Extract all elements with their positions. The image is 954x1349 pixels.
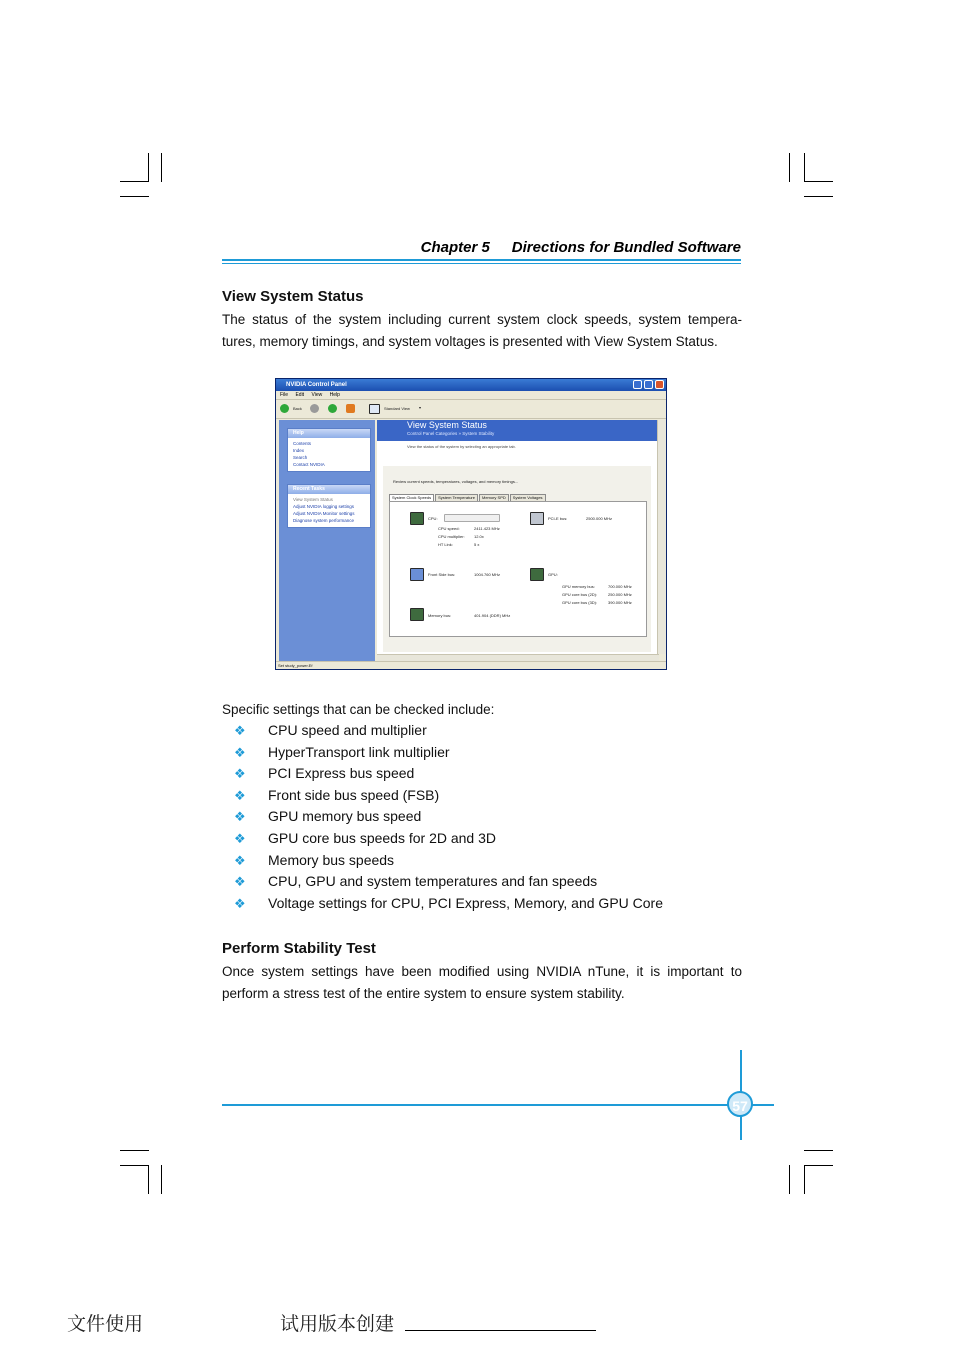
list-item: ❖ PCI Express bus speed	[234, 763, 663, 785]
crop-mark	[120, 181, 149, 182]
tab-temperature[interactable]: System Temperature	[435, 494, 478, 501]
task-link[interactable]: Adjust NVIDIA Monitor settings	[293, 511, 355, 516]
nvidia-control-panel-screenshot	[275, 378, 667, 670]
memory-bus-label: Memory bus:	[428, 613, 452, 618]
settings-list	[234, 720, 663, 914]
bullet-icon: ❖	[234, 895, 246, 911]
ht-link-label: HT Link:	[438, 542, 453, 547]
cpu-label: CPU:	[428, 516, 438, 521]
list-item: ❖ CPU, GPU and system temperatures and fan speeds	[234, 871, 663, 893]
up-icon[interactable]	[328, 404, 337, 413]
close-icon[interactable]	[655, 380, 664, 389]
help-link-contents[interactable]: Contents	[293, 441, 312, 446]
review-text: Review current speeds, temperatures, voltages, and memory timings...	[393, 479, 519, 484]
menu-edit[interactable]: Edit	[295, 392, 305, 398]
window-titlebar	[276, 379, 666, 391]
page-banner	[377, 420, 659, 441]
bullet-icon: ❖	[234, 723, 246, 738]
gpu-mem-value: 700.000 MHz	[608, 584, 632, 589]
window-title: NVIDIA Control Panel	[286, 382, 347, 388]
page-number: 57	[727, 1091, 753, 1117]
tab-memory-spd[interactable]: Memory SPD	[479, 494, 509, 501]
page-description: View the status of the system by selecting an appropriate tab.	[407, 444, 516, 449]
bullet-icon: ❖	[234, 852, 246, 868]
crop-mark	[789, 153, 790, 182]
gpu-2d-label: GPU core bus (2D):	[562, 592, 598, 597]
tasks-panel	[287, 484, 371, 528]
home-icon[interactable]	[346, 404, 355, 413]
bullet-icon: ❖	[234, 766, 246, 782]
cpu-mult-label: CPU multiplier:	[438, 534, 465, 539]
list-item: ❖ CPU speed and multiplier	[234, 720, 663, 742]
cpu-speed-label: CPU speed:	[438, 526, 460, 531]
list-item: ❖ Front side bus speed (FSB)	[234, 785, 663, 807]
footer-underline	[405, 1330, 596, 1331]
back-button[interactable]: Back	[293, 406, 302, 411]
header-rule	[222, 263, 741, 264]
list-item: ❖ Voltage settings for CPU, PCI Express, Memory, and GPU Core	[234, 893, 663, 915]
task-link[interactable]: Diagnose system performance	[293, 518, 355, 523]
footer-rule	[222, 1104, 774, 1106]
cpu-icon	[410, 512, 424, 525]
crop-mark	[148, 1165, 149, 1194]
breadcrumb: Control Panel Categories » System Stability	[407, 431, 495, 436]
minimize-icon[interactable]	[633, 380, 642, 389]
bullet-icon: ❖	[234, 809, 246, 825]
tab-voltages[interactable]: System Voltages	[510, 494, 546, 501]
help-link-contact[interactable]: Contact NVIDIA	[293, 462, 325, 467]
memory-icon	[410, 608, 424, 621]
section-body: Once system settings have been modified using NVIDIA nTune, it is important to perform a stress test of the entire system to ensure system stability.	[222, 964, 742, 1001]
chapter-title: Directions for Bundled Software	[511, 239, 741, 256]
gpu-2d-value: 250.000 MHz	[608, 592, 632, 597]
view-mode-select[interactable]: Standard View	[384, 406, 410, 411]
crop-mark	[804, 181, 833, 182]
crop-mark	[161, 1165, 162, 1194]
crop-mark	[148, 153, 149, 182]
bullet-icon: ❖	[234, 744, 246, 760]
tab-bar	[389, 494, 547, 501]
header-rule	[222, 259, 741, 261]
crop-mark	[804, 196, 833, 197]
help-panel	[287, 428, 371, 472]
footer-right-text: 试用版本创建	[280, 1313, 395, 1335]
crop-mark	[120, 1165, 149, 1166]
gpu-3d-label: GPU core bus (3D):	[562, 600, 598, 605]
list-item: ❖ Memory bus speeds	[234, 850, 663, 872]
crop-mark	[120, 196, 149, 197]
running-header	[222, 239, 741, 256]
crop-mark	[120, 1150, 149, 1151]
crop-mark	[804, 153, 805, 182]
bullet-icon: ❖	[234, 787, 246, 803]
ht-link-value: 5 x	[474, 542, 480, 547]
cpu-select[interactable]	[444, 514, 500, 522]
fsb-icon	[410, 568, 424, 581]
crop-mark	[161, 153, 162, 182]
chapter-label: Chapter 5	[420, 239, 490, 256]
list-item: ❖ HyperTransport link multiplier	[234, 742, 663, 764]
main-pane	[377, 420, 659, 654]
left-sidebar	[279, 420, 375, 662]
section-heading: Perform Stability Test	[222, 940, 376, 957]
gpu-mem-label: GPU memory bus:	[562, 584, 595, 589]
view-icon[interactable]	[369, 404, 380, 414]
toolbar	[276, 400, 666, 419]
tasks-panel-title: Recent Tasks	[288, 485, 370, 494]
task-link[interactable]: View System Status	[293, 497, 333, 502]
footer-left-text: 文件使用	[67, 1313, 144, 1335]
section-heading: View System Status	[222, 288, 364, 305]
status-bar: Set study_power.Ef	[276, 661, 667, 669]
bullet-icon: ❖	[234, 830, 246, 846]
chevron-down-icon[interactable]: ▾	[419, 405, 422, 410]
pcie-value: 2500.000 MHz	[586, 516, 613, 521]
help-panel-title: Help	[288, 429, 370, 438]
menu-bar	[276, 391, 666, 400]
help-link-search[interactable]: Search	[293, 455, 308, 460]
list-intro: Specific settings that can be checked include:	[222, 702, 495, 717]
fsb-value: 1004.760 MHz	[474, 572, 501, 577]
clock-speeds-panel	[389, 501, 647, 637]
fsb-label: Front Side bus:	[428, 572, 456, 577]
maximize-icon[interactable]	[644, 380, 653, 389]
gpu-icon	[530, 568, 544, 581]
vertical-scrollbar[interactable]	[657, 420, 666, 654]
task-link[interactable]: Adjust NVIDIA logging settings	[293, 504, 355, 509]
back-icon[interactable]	[280, 404, 289, 413]
list-item: ❖ GPU memory bus speed	[234, 806, 663, 828]
pcie-label: PCI-E bus:	[548, 516, 568, 521]
crop-mark	[804, 1150, 833, 1151]
crop-mark	[804, 1165, 805, 1194]
help-link-index[interactable]: Index	[293, 448, 305, 453]
memory-bus-value: 401.904 (DDR) MHz	[474, 613, 511, 618]
forward-icon[interactable]	[310, 404, 319, 413]
crop-mark	[804, 1165, 833, 1166]
gpu-label: GPU:	[548, 572, 558, 577]
tab-clock-speeds[interactable]: System Clock Speeds	[389, 494, 434, 501]
cpu-mult-value: 12.0x	[474, 534, 484, 539]
cpu-speed-value: 2411.423 MHz	[474, 526, 500, 531]
page-title: View System Status	[407, 420, 487, 430]
menu-help[interactable]: Help	[329, 392, 340, 398]
menu-view[interactable]: View	[311, 392, 323, 398]
list-item: ❖ GPU core bus speeds for 2D and 3D	[234, 828, 663, 850]
gpu-3d-value: 390.000 MHz	[608, 600, 632, 605]
section-body: The status of the system including current system clock speeds, system tempera- tures, memory timings, and system voltages is presented with View System Status.	[222, 312, 742, 349]
bullet-icon: ❖	[234, 874, 246, 890]
crop-mark	[789, 1165, 790, 1194]
menu-file[interactable]: File	[280, 392, 289, 398]
pcie-icon	[530, 512, 544, 525]
